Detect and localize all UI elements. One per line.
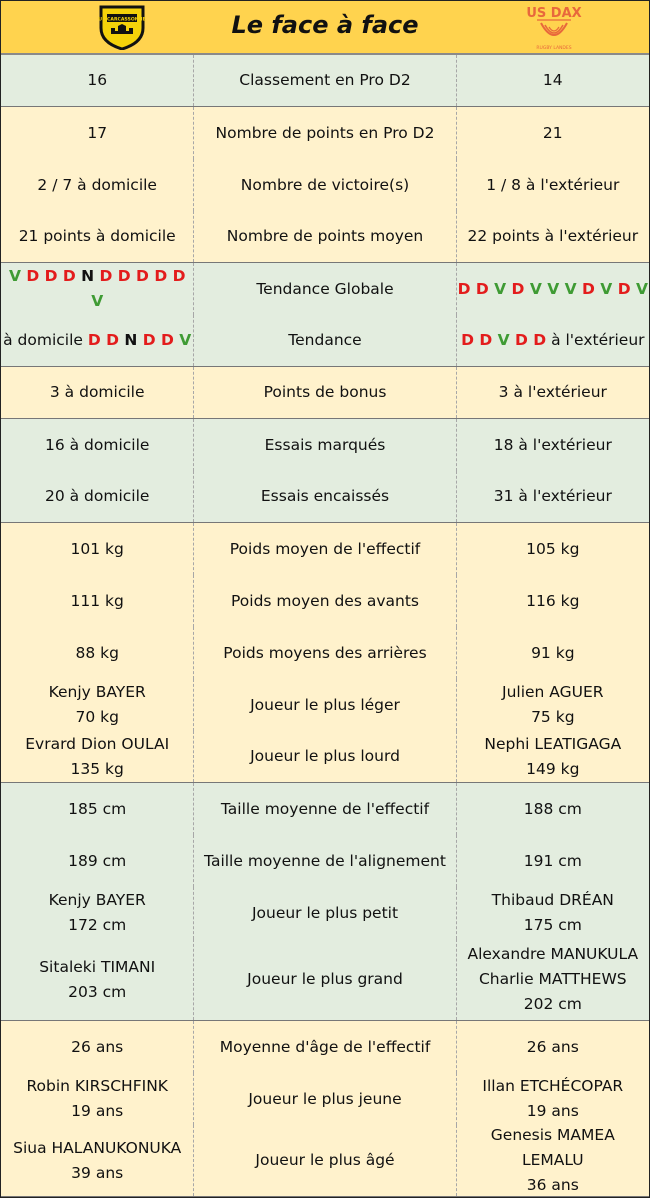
table-row (1, 211, 649, 262)
cell-text-line: 70 kg (75, 708, 119, 726)
cell-text-line: 16 (87, 71, 108, 89)
form-result-letter: D (117, 267, 137, 285)
form-result-letter: V (497, 331, 515, 349)
carcassonne-value (1, 55, 194, 106)
form-sequence (461, 328, 644, 353)
form-result-letter: V (91, 292, 104, 310)
table-row (1, 939, 649, 1020)
dax-value (457, 107, 649, 159)
stats-group (1, 419, 649, 523)
table-row (1, 367, 649, 418)
carcassonne-value (1, 107, 194, 159)
form-prefix: à domicile (3, 331, 88, 349)
dax-value (457, 55, 649, 106)
stat-label: Essais marqués (194, 419, 456, 471)
cell-text-line: 20 à domicile (44, 487, 150, 505)
dax-value (457, 835, 649, 887)
form-result-letter: D (461, 331, 480, 349)
form-result-letter: D (136, 267, 155, 285)
cell-text-line: 185 cm (68, 799, 127, 818)
stat-label: Joueur le plus petit (194, 887, 456, 939)
dax-value (457, 731, 649, 782)
table-row (1, 835, 649, 887)
cell-text-line: Sitaleki TIMANI (39, 957, 156, 976)
form-result-letter: D (582, 279, 601, 298)
stats-group (1, 523, 649, 783)
dax-value (457, 887, 649, 939)
dax-value (457, 575, 649, 627)
cell-text-line: 101 kg (70, 539, 124, 558)
cell-text-line: Genesis MAMEA (490, 1126, 615, 1144)
carcassonne-value (1, 835, 194, 887)
form-result-letter: D (479, 331, 498, 349)
svg-text:US CARCASSONNE: US CARCASSONNE (98, 17, 146, 23)
dax-value (457, 627, 649, 679)
form-result-letter: V (564, 279, 583, 298)
form-result-letter: D (475, 279, 495, 298)
carcassonne-value (1, 471, 194, 522)
dax-value (457, 1021, 649, 1073)
page-title: Le face à face (231, 11, 419, 39)
cell-text-line: Kenjy BAYER (48, 891, 146, 909)
stats-group (1, 107, 649, 263)
cell-text-line: 16 à domicile (44, 435, 150, 454)
stats-group (1, 55, 649, 107)
stat-label: Joueur le plus âgé (194, 1125, 456, 1196)
cell-text-line: 91 kg (531, 643, 575, 662)
form-result-letter: D (617, 279, 636, 298)
stat-label: Joueur le plus jeune (194, 1073, 456, 1125)
carcassonne-value (1, 1073, 194, 1125)
form-result-letter: D (99, 267, 118, 285)
form-result-letter: V (8, 267, 27, 285)
stats-group (1, 1021, 649, 1197)
stats-rows (1, 55, 649, 1197)
cell-text-line: Thibaud DRÉAN (491, 891, 614, 909)
cell-text-line: 116 kg (526, 591, 580, 610)
cell-text-line: 111 kg (70, 591, 124, 610)
cell-text-line: 39 ans (71, 1163, 124, 1182)
stat-label: Joueur le plus lourd (194, 731, 456, 782)
cell-text-line: 135 kg (70, 759, 124, 778)
cell-text-line: Charlie MATTHEWS (478, 970, 627, 988)
carcassonne-value (1, 211, 194, 262)
form-result-letter: D (154, 267, 173, 285)
form-result-letter: D (533, 331, 547, 349)
cell-text-line: 189 cm (68, 851, 127, 870)
form-result-letter: D (87, 331, 107, 349)
form-result-letter: V (600, 279, 613, 298)
table-row (1, 315, 649, 366)
carcassonne-value (1, 783, 194, 835)
cell-text-line: Illan ETCHÉCOPAR (482, 1077, 624, 1095)
form-result-letter: V (494, 279, 512, 298)
table-row (1, 523, 649, 575)
table-row (1, 783, 649, 835)
dax-value (457, 1073, 649, 1125)
table-row (1, 1073, 649, 1125)
stat-label: Nombre de points en Pro D2 (194, 107, 456, 159)
form-sequence (458, 277, 648, 302)
cell-text-line: 26 ans (526, 1037, 579, 1056)
table-row (1, 679, 649, 731)
table-row (1, 419, 649, 471)
form-sequence (1, 264, 193, 314)
dax-value (457, 159, 649, 211)
cell-text-line: Evrard Dion OULAI (25, 734, 170, 753)
dax-value (457, 523, 649, 575)
form-result-letter: D (62, 267, 82, 285)
cell-text-line: 31 à l'extérieur (493, 487, 612, 505)
table-row (1, 731, 649, 782)
form-result-letter: N (124, 331, 143, 349)
table-row (1, 107, 649, 159)
table-row (1, 471, 649, 522)
svg-text:RUGBY LANDES: RUGBY LANDES (536, 46, 572, 51)
stat-label: Taille moyenne de l'effectif (194, 783, 456, 835)
carcassonne-value (1, 315, 194, 366)
dax-value (457, 315, 649, 366)
form-result-letter: D (457, 279, 476, 298)
carcassonne-value (1, 159, 194, 211)
table-row (1, 55, 649, 106)
cell-text-line: 3 à domicile (49, 383, 145, 401)
dax-value (457, 939, 649, 1020)
cell-text-line: LEMALU (521, 1151, 584, 1169)
carcassonne-value (1, 1021, 194, 1073)
cell-text-line: 21 points à domicile (18, 227, 176, 245)
cell-text-line: 175 cm (523, 916, 582, 934)
stat-label: Joueur le plus léger (194, 679, 456, 731)
cell-text-line: 18 à l'extérieur (493, 435, 612, 454)
cell-text-line: 75 kg (531, 708, 575, 726)
cell-text-line: 149 kg (526, 759, 580, 778)
cell-text-line: 19 ans (71, 1102, 124, 1120)
dax-value (457, 419, 649, 471)
cell-text-line: 191 cm (523, 851, 582, 870)
stats-group (1, 367, 649, 419)
cell-text-line: Julien AGUER (502, 683, 604, 701)
cell-text-line: 21 (542, 123, 563, 142)
cell-text-line: Siua HALANUKONUKA (13, 1138, 182, 1157)
form-result-letter: V (179, 331, 192, 349)
table-row (1, 1021, 649, 1073)
cell-text-line: 36 ans (526, 1176, 579, 1194)
stat-label: Taille moyenne de l'alignement (194, 835, 456, 887)
form-result-letter: V (529, 279, 548, 298)
carcassonne-value (1, 419, 194, 471)
carcassonne-value (1, 367, 194, 418)
stat-label: Tendance Globale (194, 263, 456, 315)
table-row (1, 575, 649, 627)
form-result-letter: D (172, 267, 186, 285)
form-result-letter: D (44, 267, 63, 285)
cell-text-line: 14 (542, 71, 563, 89)
carcassonne-value (1, 627, 194, 679)
cell-text-line: 105 kg (526, 539, 580, 558)
carcassonne-value (1, 523, 194, 575)
cell-text-line: Kenjy BAYER (48, 683, 146, 701)
form-result-letter: D (161, 331, 180, 349)
dax-value (457, 1125, 649, 1196)
cell-text-line: Alexandre MANUKULA (467, 945, 639, 963)
cell-text-line: 88 kg (75, 643, 119, 662)
stats-group (1, 783, 649, 1021)
dax-value (457, 471, 649, 522)
stat-label: Poids moyen de l'effectif (194, 523, 456, 575)
cell-text-line: Robin KIRSCHFINK (26, 1077, 168, 1095)
carcassonne-value (1, 575, 194, 627)
carcassonne-value (1, 887, 194, 939)
dax-value (457, 367, 649, 418)
svg-text:US DAX: US DAX (526, 6, 582, 21)
form-result-letter: D (106, 331, 125, 349)
form-result-letter: N (81, 267, 100, 285)
dax-value (457, 783, 649, 835)
dax-logo-icon (523, 3, 585, 51)
form-result-letter: D (515, 331, 534, 349)
stat-label: Tendance (194, 315, 456, 366)
carcassonne-value (1, 939, 194, 1020)
cell-text-line: 19 ans (526, 1102, 579, 1120)
carcassonne-value (1, 263, 194, 315)
cell-text-line: 203 cm (68, 982, 127, 1001)
cell-text-line: 22 points à l'extérieur (467, 227, 639, 245)
carcassonne-value (1, 1125, 194, 1196)
cell-text-line: 188 cm (523, 799, 582, 818)
carcassonne-value (1, 731, 194, 782)
form-result-letter: D (511, 279, 530, 298)
table-header (1, 1, 649, 55)
cell-text-line: 3 à l'extérieur (498, 383, 607, 401)
stat-label: Moyenne d'âge de l'effectif (194, 1021, 456, 1073)
table-row (1, 159, 649, 211)
stat-label: Poids moyen des avants (194, 575, 456, 627)
table-row (1, 263, 649, 315)
table-row (1, 627, 649, 679)
stat-label: Nombre de victoire(s) (194, 159, 456, 211)
form-sequence (3, 328, 191, 353)
stat-label: Classement en Pro D2 (194, 55, 456, 106)
stat-label: Poids moyens des arrières (194, 627, 456, 679)
dax-value (457, 263, 649, 315)
cell-text-line: 17 (87, 123, 108, 142)
form-result-letter: V (635, 279, 648, 298)
form-result-letter: V (547, 279, 565, 298)
dax-value (457, 211, 649, 262)
form-suffix: à l'extérieur (546, 331, 645, 349)
stat-label: Essais encaissés (194, 471, 456, 522)
dax-value (457, 679, 649, 731)
cell-text-line: 26 ans (71, 1037, 124, 1056)
cell-text-line: Nephi LEATIGAGA (484, 734, 622, 753)
stat-label: Nombre de points moyen (194, 211, 456, 262)
carcassonne-value (1, 679, 194, 731)
form-result-letter: D (26, 267, 45, 285)
cell-text-line: 1 / 8 à l'extérieur (486, 175, 620, 194)
stats-group (1, 263, 649, 367)
table-row (1, 887, 649, 939)
stat-label: Joueur le plus grand (194, 939, 456, 1020)
cell-text-line: 202 cm (523, 995, 582, 1013)
form-result-letter: D (142, 331, 162, 349)
cell-text-line: 172 cm (68, 916, 127, 934)
table-row (1, 1125, 649, 1196)
cell-text-line: 2 / 7 à domicile (37, 175, 157, 194)
stat-label: Points de bonus (194, 367, 456, 418)
